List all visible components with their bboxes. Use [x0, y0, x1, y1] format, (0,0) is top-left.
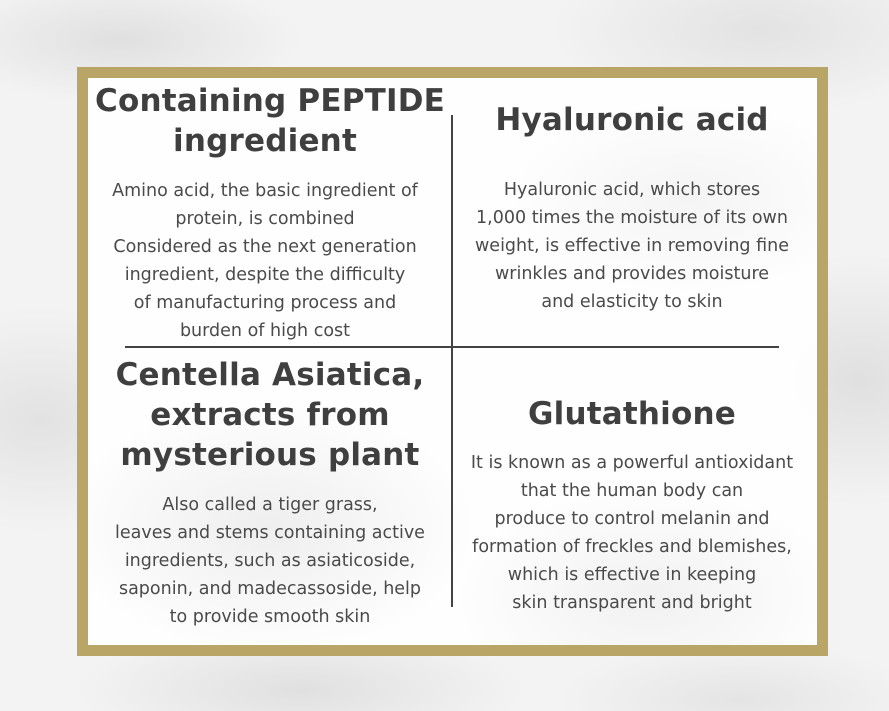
title-line: ingredient	[173, 123, 357, 159]
panel-title	[95, 81, 446, 161]
title-line: Centella Asiatica,	[115, 357, 425, 393]
panel-title	[457, 394, 807, 434]
body-line: 1,000 times the moisture of its own	[476, 208, 788, 228]
panel-centella	[95, 355, 445, 631]
body-line: weight, is effective in removing fine	[474, 236, 789, 256]
body-line: wrinkles and provides moisture	[494, 264, 770, 284]
body-line: Amino acid, the basic ingredient of	[112, 181, 418, 201]
body-line: protein, is combined	[175, 209, 355, 229]
body-line: Considered as the next generation	[113, 237, 417, 257]
panel-glutathione	[457, 394, 807, 617]
panel-body	[462, 176, 802, 316]
title-line: Glutathione	[528, 396, 736, 432]
body-line: burden of high cost	[179, 321, 351, 341]
body-line: ingredients, such as asiaticoside,	[124, 551, 416, 571]
body-line: to provide smooth skin	[169, 607, 371, 627]
vertical-divider	[451, 115, 453, 607]
title-line: Hyaluronic acid	[495, 102, 769, 138]
body-line: formation of freckles and blemishes,	[472, 537, 792, 557]
horizontal-divider	[125, 346, 779, 348]
panel-hyaluronic	[462, 100, 802, 316]
body-line: of manufacturing process and	[133, 293, 397, 313]
body-line: skin transparent and bright	[512, 593, 752, 613]
body-line: which is effective in keeping	[507, 565, 757, 585]
body-line: leaves and stems containing active	[115, 523, 425, 543]
panel-peptide	[95, 81, 446, 345]
panel-title	[462, 100, 802, 140]
panel-body	[95, 177, 435, 345]
title-line: mysterious plant	[120, 437, 420, 473]
body-line: produce to control melanin and	[494, 509, 770, 529]
panel-title	[95, 355, 445, 475]
panel-body	[95, 491, 445, 631]
body-line: saponin, and madecassoside, help	[118, 579, 422, 599]
body-line: ingredient, despite the difficulty	[124, 265, 406, 285]
title-line: extracts from	[150, 397, 390, 433]
panel-body	[457, 449, 807, 617]
body-line: that the human body can	[520, 481, 744, 501]
title-line: Containing PEPTIDE	[95, 83, 446, 119]
body-line: and elasticity to skin	[541, 292, 723, 312]
body-line: It is known as a powerful antioxidant	[470, 453, 794, 473]
body-line: Hyaluronic acid, which stores	[503, 180, 761, 200]
body-line: Also called a tiger grass,	[162, 495, 378, 515]
